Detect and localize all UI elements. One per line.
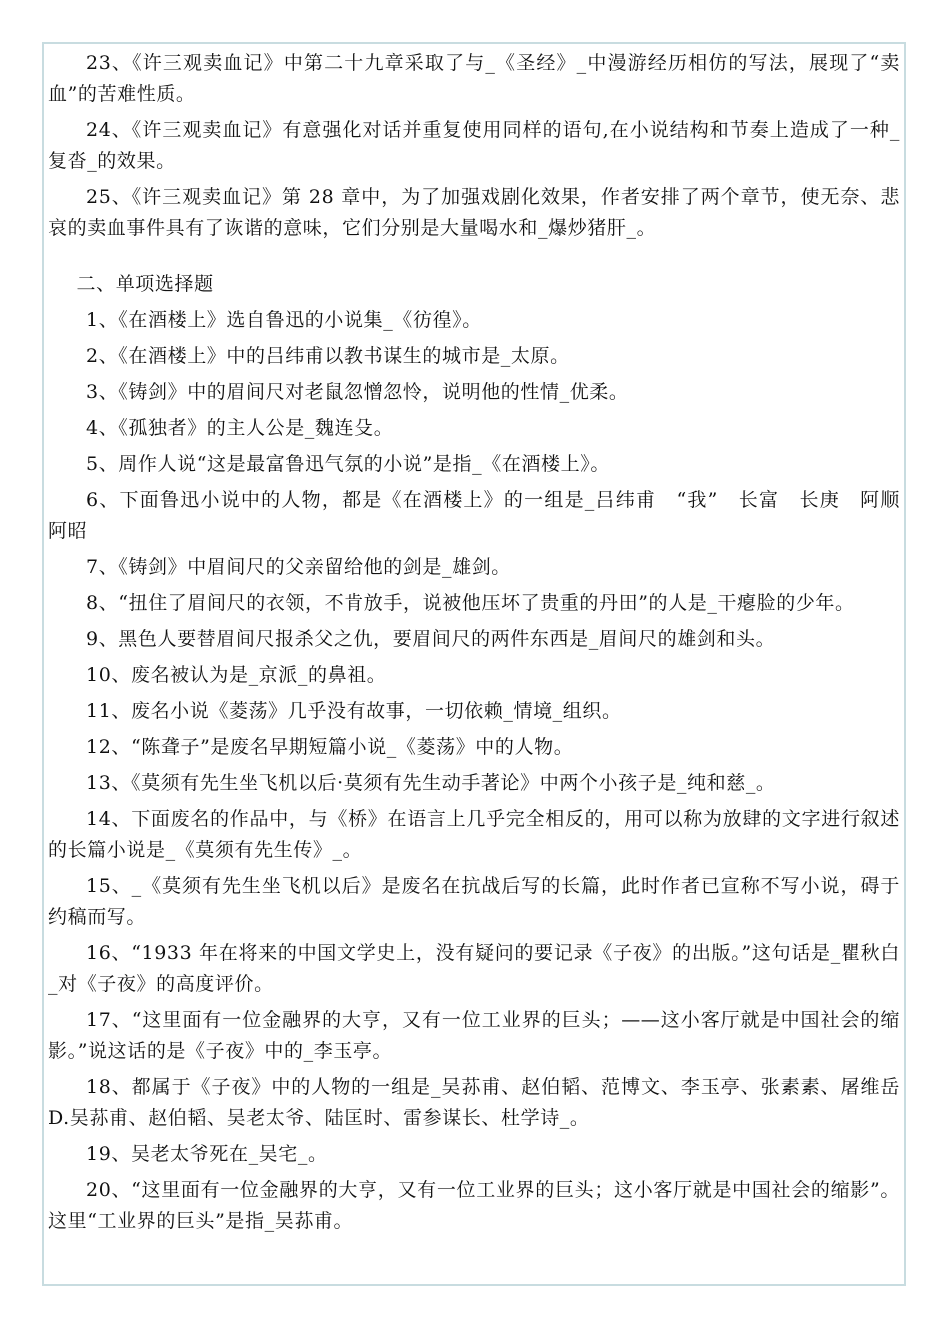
- question-25: 25、《许三观卖血记》第 28 章中，为了加强戏剧化效果，作者安排了两个章节，使无奈、悲哀的卖血事件具有了诙谐的意味，它们分别是大量喝水和_爆炒猪肝_。: [48, 186, 900, 239]
- document-content: [48, 48, 940, 1242]
- choice-question-19: 19、吴老太爷死在_吴宅_。: [86, 1143, 328, 1165]
- choice-question-3: 3、《铸剑》中的眉间尺对老鼠忽憎忽怜，说明他的性情_优柔。: [86, 381, 629, 403]
- choice-question-7: 7、《铸剑》中眉间尺的父亲留给他的剑是_雄剑。: [86, 556, 511, 578]
- choice-question-14: 14、下面废名的作品中，与《桥》在语言上几乎完全相反的，用可以称为放肆的文字进行叙述的长篇小说是_《莫须有先生传》_。: [48, 808, 900, 861]
- question-24: 24、《许三观卖血记》有意强化对话并重复使用同样的语句,在小说结构和节奏上造成了一种_复沓_的效果。: [48, 119, 900, 172]
- choice-question-9: 9、黑色人要替眉间尺报杀父之仇，要眉间尺的两件东西是_眉间尺的雄剑和头。: [86, 628, 776, 650]
- choice-question-2: 2、《在酒楼上》中的吕纬甫以教书谋生的城市是_太原。: [86, 345, 570, 367]
- choice-question-11: 11、废名小说《菱荡》几乎没有故事，一切依赖_情境_组织。: [86, 700, 622, 722]
- section-spacer: [48, 249, 900, 269]
- choice-question-16: 16、“1933 年在将来的中国文学史上，没有疑问的要记录《子夜》的出版。”这句话是_瞿秋白_对《子夜》的高度评价。: [48, 942, 900, 995]
- choice-question-17: 17、“这里面有一位金融界的大亨，又有一位工业界的巨头；——这小客厅就是中国社会的缩影。”说这话的是《子夜》中的_李玉亭。: [48, 1009, 900, 1062]
- choice-question-18: 18、都属于《子夜》中的人物的一组是_吴荪甫、赵伯韬、范博文、李玉亭、张素素、屠维岳 D.吴荪甫、赵伯韬、吴老太爷、陆匡时、雷参谋长、杜学诗_。: [48, 1076, 940, 1129]
- choice-question-5: 5、周作人说“这是最富鲁迅气氛的小说”是指_《在酒楼上》。: [86, 453, 610, 475]
- choice-question-1: 1、《在酒楼上》选自鲁迅的小说集_《彷徨》。: [86, 309, 482, 331]
- section-title: 二、单项选择题: [76, 273, 214, 295]
- choice-question-4: 4、《孤独者》的主人公是_魏连殳。: [86, 417, 394, 439]
- document-page: [42, 42, 940, 1286]
- question-23: 23、《许三观卖血记》中第二十九章采取了与_《圣经》_中漫游经历相仿的写法，展现了“卖血”的苦难性质。: [48, 52, 900, 105]
- choice-question-10: 10、废名被认为是_京派_的鼻祖。: [86, 664, 387, 686]
- choice-question-15: 15、_《莫须有先生坐飞机以后》是废名在抗战后写的长篇，此时作者已宣称不写小说，碍于约稿而写。: [48, 875, 900, 928]
- choice-question-6: 6、下面鲁迅小说中的人物，都是《在酒楼上》的一组是_吕纬甫 “我” 长富 长庚 阿顺 阿昭: [48, 489, 920, 542]
- choice-question-12: 12、“陈聋子”是废名早期短篇小说_《菱荡》中的人物。: [86, 736, 574, 758]
- choice-question-8: 8、“扭住了眉间尺的衣领，不肯放手，说被他压坏了贵重的丹田”的人是_干瘪脸的少年。: [86, 592, 855, 614]
- choice-question-13: 13、《莫须有先生坐飞机以后·莫须有先生动手著论》中两个小孩子是_纯和慈_。: [86, 772, 776, 794]
- choice-question-20: 20、“这里面有一位金融界的大亨，又有一位工业界的巨头；这小客厅就是中国社会的缩影”。这里“工业界的巨头”是指_吴荪甫。: [48, 1179, 900, 1232]
